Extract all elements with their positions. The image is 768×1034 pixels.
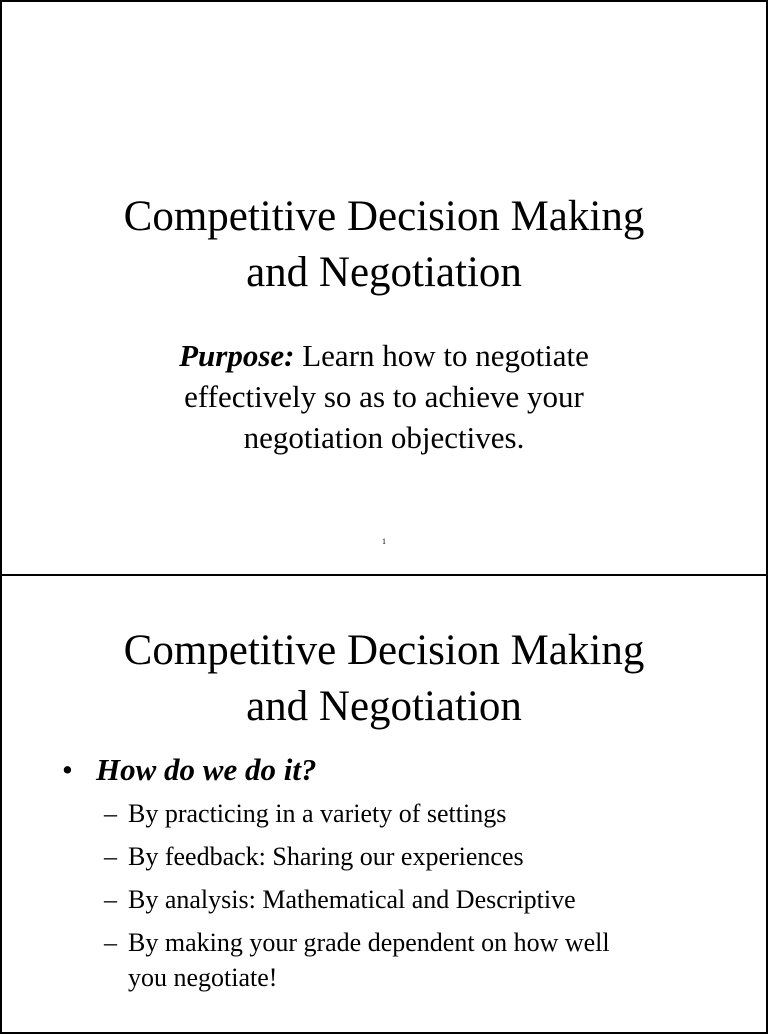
list-item-text-continued: you negotiate! (128, 963, 278, 992)
purpose-statement (2, 335, 766, 458)
list-item (104, 882, 610, 917)
sub-bullet-list (104, 796, 610, 1003)
dash-marker: – (104, 799, 117, 828)
main-bullet (62, 750, 316, 790)
dash-marker: – (104, 842, 117, 871)
title-line-2: and Negotiation (246, 249, 522, 296)
list-item-text: By feedback: Sharing our experiences (128, 842, 524, 871)
purpose-line-1 (2, 335, 766, 376)
list-item-text: By practicing in a variety of settings (128, 799, 507, 828)
bullet-marker: • (62, 752, 73, 787)
list-item (104, 796, 610, 831)
purpose-text-1: Learn how to negotiate (294, 338, 589, 373)
slide-title (2, 623, 766, 735)
slide-number: 1 (382, 537, 386, 546)
list-item (104, 839, 610, 874)
list-item (104, 925, 610, 995)
list-item-text: By analysis: Mathematical and Descriptive (128, 885, 576, 914)
title-line-1: Competitive Decision Making (123, 627, 645, 674)
title-line-2: and Negotiation (246, 683, 522, 730)
title-line-1: Competitive Decision Making (123, 193, 645, 240)
slide-title (2, 189, 766, 301)
purpose-line-2: effectively so as to achieve your (184, 379, 584, 414)
dash-marker: – (104, 885, 117, 914)
purpose-line-3: negotiation objectives. (243, 420, 525, 455)
purpose-label: Purpose: (179, 338, 295, 373)
list-item-text: By making your grade dependent on how well (128, 928, 610, 957)
slide-2 (0, 574, 768, 1034)
dash-marker: – (104, 928, 117, 957)
main-bullet-text: How do we do it? (96, 752, 317, 787)
